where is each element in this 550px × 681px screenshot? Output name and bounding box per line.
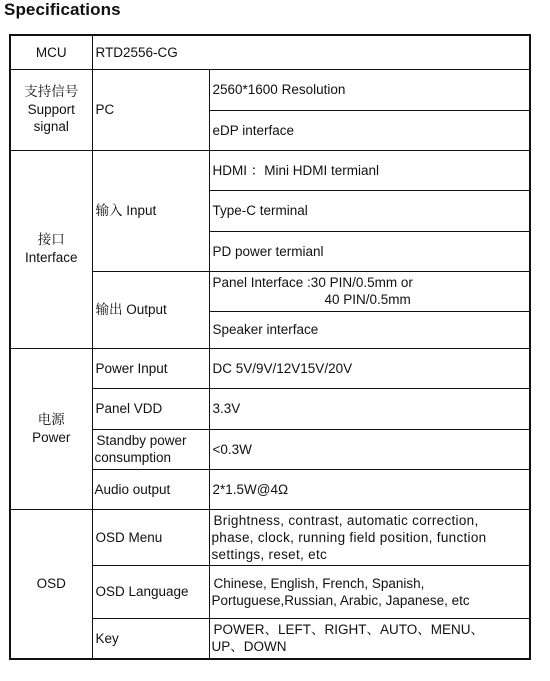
support-signal-label xyxy=(10,69,92,150)
mcu-label: MCU xyxy=(10,35,92,69)
osd-language-line2: Portuguese,Russian, Arabic, Japanese, etc xyxy=(211,592,470,608)
power-label xyxy=(10,348,92,509)
support-signal-label-en2: signal xyxy=(33,119,69,134)
page-title: Specifications xyxy=(4,0,121,19)
edp-interface-value: eDP interface xyxy=(209,110,530,150)
osd-language-line1: Chinese, English, French, Spanish, xyxy=(213,575,425,591)
table-row xyxy=(10,509,530,565)
standby-power-line2: consumption xyxy=(94,450,172,465)
output-label-en: Output xyxy=(122,301,167,317)
output-label-cn: 输出 xyxy=(95,301,123,318)
pd-power-value: PD power termianl xyxy=(209,231,530,271)
panel-interface-value xyxy=(209,271,530,311)
osd-menu-line3: settings, reset, etc xyxy=(211,546,328,562)
interface-label-en: Interface xyxy=(24,250,78,265)
interface-label-cn: 接口 xyxy=(37,232,65,248)
mcu-value: RTD2556-CG xyxy=(92,35,530,69)
audio-output-value: 2*1.5W@4Ω xyxy=(209,469,530,509)
hdmi-value: HDMI ：Mini HDMI termianl xyxy=(209,150,530,190)
table-row xyxy=(10,35,530,69)
osd-menu-label: OSD Menu xyxy=(92,509,209,565)
speaker-interface-value: Speaker interface xyxy=(209,311,530,348)
standby-power-value: <0.3W xyxy=(209,429,530,469)
osd-menu-line1: Brightness, contrast, automatic correction, xyxy=(213,512,479,528)
support-signal-label-en1: Support xyxy=(27,102,75,117)
output-label xyxy=(92,271,209,348)
power-label-cn: 电源 xyxy=(37,411,65,428)
power-input-value: DC 5V/9V/12V15V/20V xyxy=(209,348,530,388)
osd-menu-value xyxy=(209,509,530,565)
panel-vdd-label: Panel VDD xyxy=(92,388,209,429)
standby-power-label xyxy=(92,429,209,469)
support-signal-label-cn: 支持信号 xyxy=(24,84,79,100)
panel-interface-line2: 40 PIN/0.5mm xyxy=(324,292,411,307)
standby-power-line1: Standby power xyxy=(96,433,187,448)
power-label-en: Power xyxy=(32,429,71,445)
key-line1: POWER、LEFT、RIGHT、AUTO、MENU、 xyxy=(213,622,485,638)
pc-label: PC xyxy=(92,69,209,150)
table-row xyxy=(10,69,530,110)
table-row xyxy=(10,348,530,388)
osd-language-label: OSD Language xyxy=(92,565,209,618)
panel-interface-line1: Panel Interface :30 PIN/0.5mm or xyxy=(212,275,413,290)
osd-label: OSD xyxy=(10,509,92,659)
key-line2: UP、DOWN xyxy=(211,639,287,655)
input-label-cn: 输入 xyxy=(95,202,123,219)
audio-output-label: Audio output xyxy=(92,469,209,509)
osd-menu-line2: phase, clock, running field position, function xyxy=(211,529,487,545)
power-input-label: Power Input xyxy=(92,348,209,388)
osd-language-value xyxy=(209,565,530,618)
input-label-en: Input xyxy=(122,202,157,218)
resolution-value: 2560*1600 Resolution xyxy=(209,69,530,110)
key-value xyxy=(209,618,530,659)
table-row xyxy=(10,150,530,190)
interface-label xyxy=(10,150,92,348)
specifications-table xyxy=(9,34,531,660)
type-c-value: Type-C terminal xyxy=(209,190,530,231)
input-label xyxy=(92,150,209,271)
panel-vdd-value: 3.3V xyxy=(209,388,530,429)
key-label: Key xyxy=(92,618,209,659)
